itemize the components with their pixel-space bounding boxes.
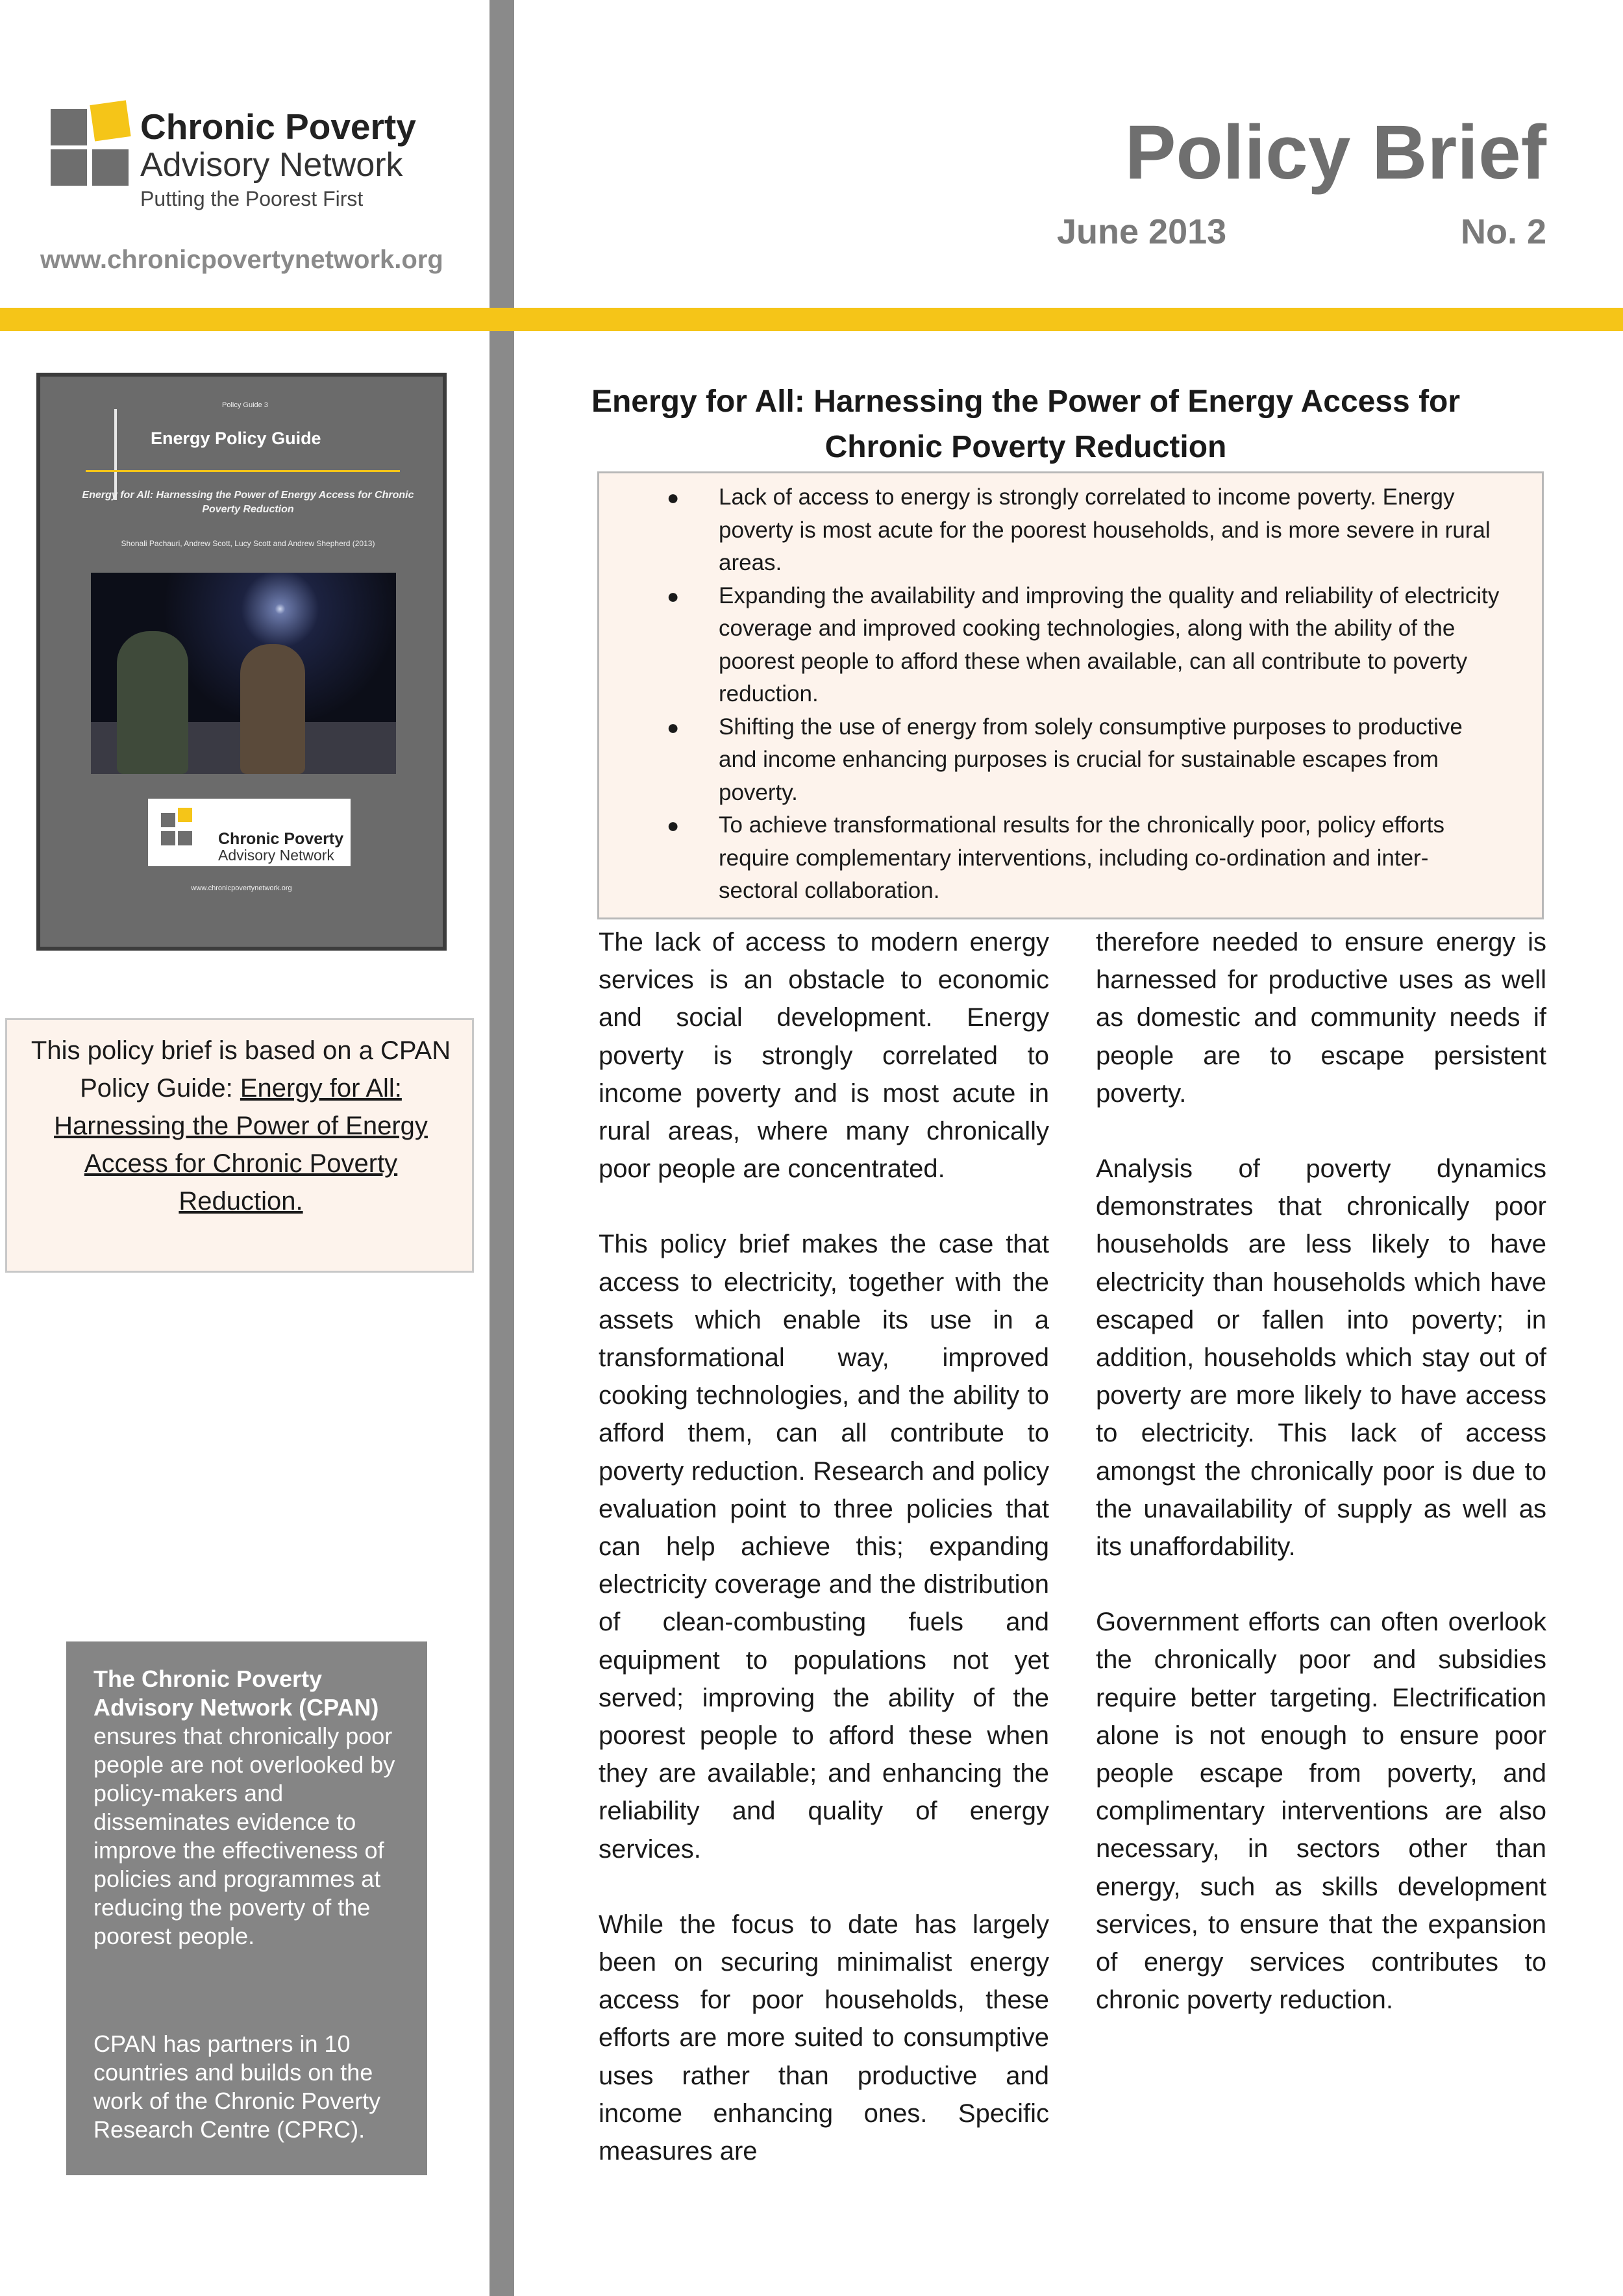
- key-point-item: [599, 481, 1542, 580]
- cover-logo-square-yellow: [178, 808, 192, 822]
- logo-square-grey: [51, 109, 87, 145]
- cover-subtitle: Energy for All: Harnessing the Power of Energy Access for Chronic Poverty Reduction: [82, 490, 414, 515]
- photo-person-left: [117, 631, 188, 774]
- photo-person-right: [240, 644, 305, 774]
- brief-date: June 2013: [1057, 212, 1227, 251]
- cover-authors: Shonali Pachauri, Andrew Scott, Lucy Scott and Andrew Shepherd (2013): [121, 539, 375, 548]
- policy-guide-cover[interactable]: [36, 373, 447, 951]
- cover-guide-number: Policy Guide 3: [222, 401, 268, 409]
- cover-logo-square: [178, 831, 192, 845]
- cover-logo-square: [161, 831, 175, 845]
- header-yellow-band: [0, 308, 1623, 331]
- key-point-item: [599, 711, 1542, 810]
- policy-guide-link[interactable]: Energy for All: Harnessing the Power of Energy Access for Chronic Poverty Reduction.: [54, 1074, 428, 1216]
- org-tagline: Putting the Poorest First: [140, 187, 364, 210]
- reference-intro: This policy brief is based on a CPAN Policy Guide:: [31, 1036, 451, 1103]
- vertical-divider-bar: [489, 0, 514, 2296]
- logo-square-grey: [92, 149, 129, 186]
- article-title-line1: Energy for All: Harnessing the Power of Energy Access for: [591, 384, 1461, 419]
- bullet-icon: ●: [667, 715, 680, 739]
- cover-yellow-rule: [86, 470, 400, 472]
- body-paragraph: This policy brief makes the case that access to electricity, together with the assets which enable its use in a transformational way, improved cooking technologies, and the ability to afford them, can all contribute to poverty reduction. Research and policy evaluation point to three policies that can help achieve this; expanding electricity coverage and the distribution of clean-combusting fuels and equipment to populations not yet served; improving the ability of the poorest people to afford these when they are available; and enhancing the reliability and quality of energy services.: [599, 1230, 1049, 1864]
- org-name-line2: Advisory Network: [140, 146, 403, 184]
- body-paragraph: Government efforts can often overlook the chronically poor and subsidies require better targeting. Electrification alone is not enough to ensure poor people escape from poverty, and complimentary interventions are also necessary, in sectors other than energy, such as skills development services, to ensure that the expansion of energy services contributes to chronic poverty reduction.: [1096, 1608, 1546, 2015]
- body-paragraph: Analysis of poverty dynamics demonstrates that chronically poor households are less likely to have electricity than households which have escaped or fallen into poverty; in addition, households which stay out of poverty are more likely to have access to electricity. This lack of access amongst the chronically poor is due to the unavailability of supply as well as its unaffordability.: [1096, 1154, 1546, 1562]
- reference-text: [27, 1032, 455, 1220]
- cpan-heading: The Chronic Poverty Advisory Network (CPAN): [93, 1666, 379, 1721]
- logo-square-yellow: [90, 100, 130, 141]
- cpan-description: [93, 1665, 405, 1951]
- bullet-icon: ●: [667, 584, 680, 608]
- brief-number: No. 2: [1460, 212, 1546, 251]
- policy-guide-reference-box: [5, 1018, 474, 1273]
- cover-logo-square: [161, 813, 175, 827]
- logo-square-grey: [51, 149, 87, 186]
- cpan-body: ensures that chronically poor people are not overlooked by policy-makers and disseminates evidence to improve the effectiveness of policies and programmes at reducing the poverty of the poorest people.: [93, 1723, 395, 1949]
- cover-photo: [91, 573, 396, 774]
- brief-type-title: Policy Brief: [1124, 110, 1546, 195]
- article-title: [558, 379, 1493, 470]
- body-paragraph: therefore needed to ensure energy is harnessed for productive uses as well as domestic and community needs if people are to escape persistent poverty.: [1096, 928, 1546, 1108]
- cover-logo-org-line2: Advisory Network: [218, 847, 334, 864]
- key-point-item: [599, 809, 1542, 908]
- key-point-text: To achieve transformational results for the chronically poor, policy efforts require complementary interventions, including co-ordination and inter-sectoral collaboration.: [719, 812, 1444, 903]
- key-point-item: [599, 580, 1542, 711]
- key-point-text: Lack of access to energy is strongly correlated to income poverty. Energy poverty is most acute for the poorest households, and is more severe in rural areas.: [719, 484, 1491, 575]
- key-point-text: Expanding the availability and improving the quality and reliability of electricity coverage and improved cooking technologies, along with the ability of the poorest people to afford these when available, can all contribute to poverty reduction.: [719, 582, 1500, 706]
- website-link[interactable]: www.chronicpovertynetwork.org: [40, 245, 443, 274]
- body-paragraph: While the focus to date has largely been on securing minimalist energy access for poor households, these efforts are more suited to consumptive uses rather than productive and income enhancing ones. Specific measures are: [599, 1910, 1049, 2166]
- cover-website: www.chronicpovertynetwork.org: [191, 884, 292, 892]
- bullet-icon: ●: [667, 486, 680, 509]
- key-points-list: [599, 481, 1542, 908]
- cover-logo: [148, 799, 351, 866]
- cpan-partners-text: CPAN has partners in 10 countries and builds on the work of the Chronic Poverty Research Centre (CPRC).: [93, 2030, 381, 2143]
- key-points-box: [597, 471, 1544, 919]
- key-point-text: Shifting the use of energy from solely consumptive purposes to productive and income enhancing purposes is crucial for sustainable escapes from poverty.: [719, 714, 1463, 805]
- cover-vertical-rule: [114, 409, 117, 500]
- cpan-logo-mark: [51, 103, 131, 183]
- cpan-info-box: [66, 1641, 427, 2175]
- article-title-line2: Chronic Poverty Reduction: [824, 430, 1227, 464]
- bullet-icon: ●: [667, 814, 680, 837]
- body-column-right: [1096, 923, 1546, 2056]
- cover-title: Energy Policy Guide: [151, 429, 321, 448]
- body-column-left: [599, 923, 1049, 2208]
- body-paragraph: The lack of access to modern energy services is an obstacle to economic and social development. Energy poverty is strongly correlated to income poverty and is most acute in rural areas, where many chronically poor people are concentrated.: [599, 928, 1049, 1184]
- org-name: Chronic Poverty: [140, 106, 416, 147]
- cover-logo-org-line1: Chronic Poverty: [218, 830, 344, 848]
